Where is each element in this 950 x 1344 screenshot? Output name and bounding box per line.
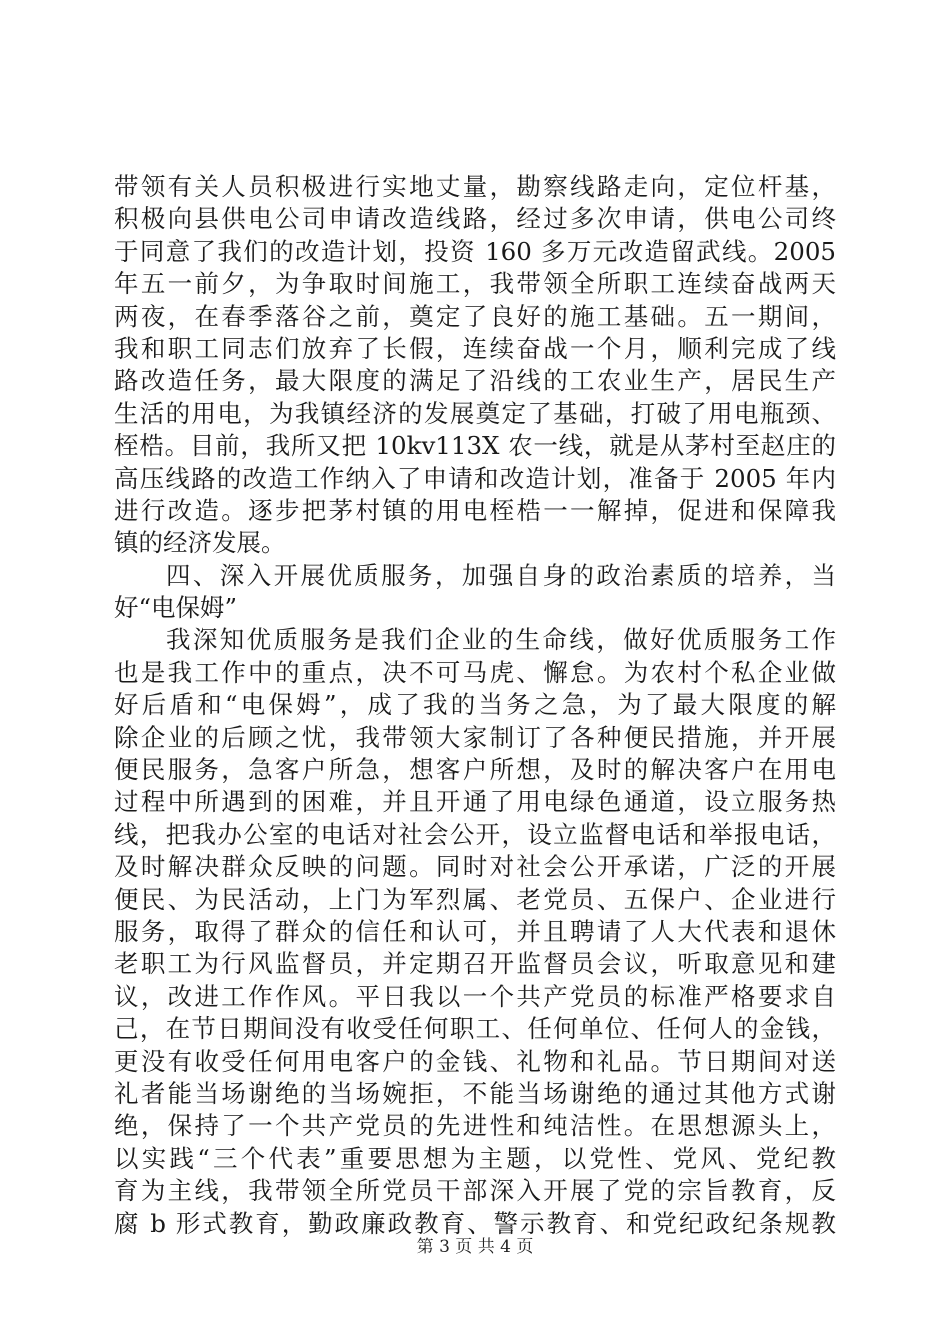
text-line: 路改造任务，最大限度的满足了沿线的工农业生产，居民生产 [114, 366, 836, 396]
text-line: 育为主线，我带领全所党员干部深入开展了党的宗旨教育，反 [114, 1176, 836, 1206]
section-heading-line: 四、深入开展优质服务，加强自身的政治素质的培养，当 [166, 560, 836, 590]
text-line: 两夜，在春季落谷之前，奠定了良好的施工基础。五一期间， [114, 301, 836, 331]
text-line: 高压线路的改造工作纳入了申请和改造计划，准备于 2005 年内 [114, 463, 836, 493]
paragraph-start-line: 我深知优质服务是我们企业的生命线，做好优质服务工作 [166, 625, 836, 655]
text-line: 除企业的后顾之忧，我带领大家制订了各种便民措施，并开展 [114, 722, 836, 752]
text-line: 己，在节日期间没有收受任何职工、任何单位、任何人的金钱， [114, 1014, 836, 1044]
text-line: 带领有关人员积极进行实地丈量，勘察线路走向，定位杆基， [114, 172, 836, 201]
body-text [114, 171, 836, 1240]
text-line: 便民、为民活动，上门为军烈属、老党员、五保户、企业进行 [114, 884, 836, 914]
text-line: 好后盾和“电保姆”，成了我的当务之急，为了最大限度的解 [114, 690, 836, 720]
text-line: 进行改造。逐步把茅村镇的用电桎梏一一解掉，促进和保障我 [114, 495, 836, 525]
text-line: 积极向县供电公司申请改造线路，经过多次申请，供电公司终 [114, 204, 836, 234]
text-line: 也是我工作中的重点，决不可马虎、懈怠。为农村个私企业做 [114, 657, 836, 687]
text-line: 腐 b 形式教育，勤政廉政教育、警示教育、和党纪政纪条规教 [114, 1208, 836, 1238]
page-footer: 第 3 页 共 4 页 [416, 1237, 534, 1257]
text-line: 及时解决群众反映的问题。同时对社会公开承诺，广泛的开展 [114, 852, 836, 882]
text-line: 过程中所遇到的困难，并且开通了用电绿色通道，设立服务热 [114, 787, 836, 817]
text-line: 我和职工同志们放弃了长假，连续奋战一个月，顺利完成了线 [114, 333, 836, 363]
text-line: 服务，取得了群众的信任和认可，并且聘请了人大代表和退休 [114, 916, 836, 946]
section-heading-line-end: 好“电保姆” [114, 593, 238, 623]
text-line: 礼者能当场谢绝的当场婉拒，不能当场谢绝的通过其他方式谢 [114, 1078, 836, 1108]
text-line: 老职工为行风监督员，并定期召开监督员会议，听取意见和建 [114, 949, 836, 979]
text-line: 便民服务，急客户所急，想客户所想，及时的解决客户在用电 [114, 755, 836, 785]
text-line: 绝，保持了一个共产党员的先进性和纯洁性。在思想源头上， [114, 1111, 836, 1141]
text-line: 线，把我办公室的电话对社会公开，设立监督电话和举报电话， [114, 819, 836, 849]
text-line: 生活的用电，为我镇经济的发展奠定了基础，打破了用电瓶颈、 [114, 398, 836, 428]
text-line: 于同意了我们的改造计划，投资 160 多万元改造留武线。2005 [114, 236, 836, 266]
text-line: 桎梏。目前，我所又把 10kv113X 农一线，就是从茅村至赵庄的 [114, 431, 836, 461]
text-line: 以实践“三个代表”重要思想为主题，以党性、党风、党纪教 [114, 1143, 836, 1173]
text-line: 年五一前夕，为争取时间施工，我带领全所职工连续奋战两天 [114, 269, 836, 299]
paragraph-end-line: 镇的经济发展。 [114, 528, 286, 558]
text-line: 议，改进工作作风。平日我以一个共产党员的标准严格要求自 [114, 981, 836, 1011]
text-line: 更没有收受任何用电客户的金钱、礼物和礼品。节日期间对送 [114, 1046, 836, 1076]
